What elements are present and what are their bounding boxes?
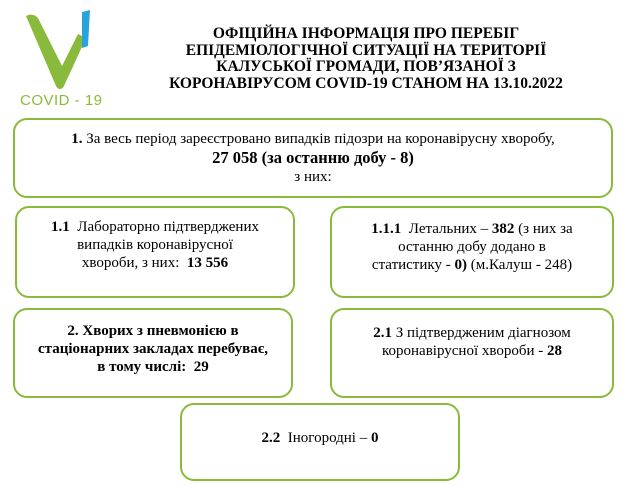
box11-line1: Лабораторно підтверджених [69,219,259,235]
fatal-box [330,206,614,298]
box21-number: 2.1 [373,325,392,341]
nonresident-box [180,403,460,481]
box11-line3: хвороби, з них: [81,255,187,271]
box111-line1a: Летальних – [401,221,492,237]
box21-line1: З підтвердженим діагнозом [391,325,571,341]
logo-text: COVID - 19 [20,92,103,109]
title-line-1: ОФІЦІЙНА ІНФОРМАЦІЯ ПРО ПЕРЕБІГ [212,25,520,42]
box2-value: 29 [193,359,209,375]
covid-logo [14,4,114,110]
box22-number: 2.2 [261,430,281,446]
page-title [112,26,620,92]
total-suspected-box [13,118,613,198]
box11-line2: випадків коронавірусної [77,237,233,253]
lab-confirmed-box [15,206,295,298]
pneumonia-box [13,308,293,398]
box2-line1: 2. Хворих з пневмонією в [67,323,239,339]
box21-value: 28 [547,343,562,359]
title-line-3: КАЛУСЬКОЇ ГРОМАДИ, ПОВ’ЯЗАНОЇ З [216,58,516,75]
box21-line2: коронавірусної хвороби - [382,343,547,359]
box22-value: 0 [370,430,379,446]
box1-total: 27 058 (за останню добу - 8) [212,148,414,167]
box111-line1b: (з них за [514,221,573,237]
box1-of-them: з них: [294,169,332,185]
box2-line2: стаціонарних закладах перебуває, [37,341,269,357]
confirmed-diagnosis-box [330,308,614,398]
title-line-4: КОРОНАВІРУСОМ COVID-19 СТАНОМ НА 13.10.2022 [169,74,563,92]
box1-text: За весь період зареєстровано випадків підозри на коронавірусну хворобу, [82,131,555,147]
box111-line2: останню добу додано в [398,239,546,255]
box111-daily: 0) [454,257,467,273]
box11-number: 1.1 [51,219,70,235]
box111-line3a: статистику - [371,257,455,273]
box111-value: 382 [491,221,515,237]
box111-line3b: (м.Калуш - 248) [466,257,573,273]
v-logo-icon [22,4,106,90]
box22-label: Іногородні – [280,430,371,446]
box2-line3: в тому числі: [97,359,194,375]
box1-number: 1. [71,131,83,147]
title-line-2: ЕПІДЕМІОЛОГІЧНОЇ СИТУАЦІЇ НА ТЕРИТОРІЇ [185,41,547,59]
box11-value: 13 556 [186,255,229,271]
box111-number: 1.1.1 [371,221,402,237]
